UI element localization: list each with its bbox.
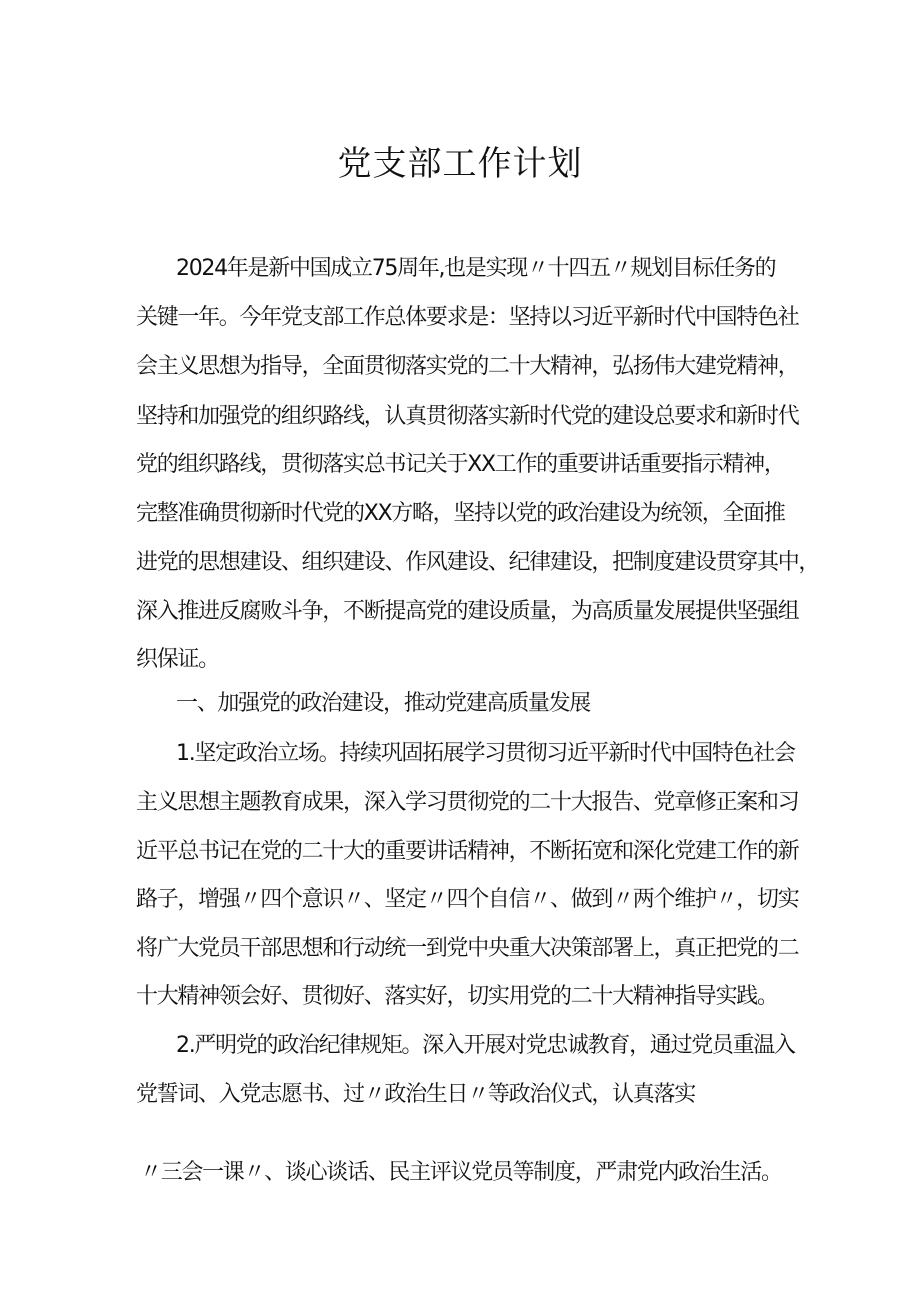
paragraph-line: 将广大党员干部思想和行动统一到党中央重大决策部署上，真正把党的二: [136, 936, 799, 961]
paragraph-line: 十大精神领会好、贯彻好、落实好，切实用党的二十大精神指导实践。: [136, 984, 778, 1009]
paragraph-line: 党誓词、入党志愿书、过〃政治生日〃等政治仪式，认真落实: [136, 1082, 695, 1107]
paragraph-line: 2.严明党的政治纪律规矩。深入开展对党忠诚教育，通过党员重温入: [176, 1033, 795, 1058]
paragraph-line: 近平总书记在党的二十大的重要讲话精神，不断拓宽和深化党建工作的新: [136, 839, 799, 864]
paragraph-line: 织保证。: [136, 647, 219, 672]
paragraph-line: 深入推进反腐败斗争，不断提高党的建设质量，为高质量发展提供坚强组: [136, 599, 799, 624]
paragraph-line: 党的组织路线，贯彻落实总书记关于XX工作的重要讲话重要指示精神，: [136, 452, 785, 477]
paragraph-line: 进党的思想建设、组织建设、作风建设、纪律建设，把制度建设贯穿其中，: [136, 550, 820, 575]
paragraph-line: 关键一年。今年党支部工作总体要求是：坚持以习近平新时代中国特色社: [136, 305, 799, 330]
paragraph-line: 1.坚定政治立场。持续巩固拓展学习贯彻习近平新时代中国特色社会: [176, 741, 795, 766]
paragraph-line: 主义思想主题教育成果，深入学习贯彻党的二十大报告、党章修正案和习: [136, 790, 799, 815]
paragraph-line: 完整准确贯彻新时代党的XX方略，坚持以党的政治建设为统领，全面推: [136, 501, 785, 526]
section-heading: 一、加强党的政治建设，推动党建高质量发展: [176, 691, 591, 716]
paragraph-line: 〃三会一课〃、谈心谈话、民主评议党员等制度，严肃党内政治生活。: [140, 1160, 782, 1185]
paragraph-line: 坚持和加强党的组织路线，认真贯彻落实新时代党的建设总要求和新时代: [136, 404, 799, 429]
document-title: 党支部工作计划: [337, 144, 583, 184]
paragraph-line: 路子，增强〃四个意识〃、坚定〃四个自信〃、做到〃两个维护〃，切实: [136, 887, 799, 912]
paragraph-line: 2024年是新中国成立75周年,也是实现〃十四五〃规划目标任务的: [176, 256, 776, 281]
paragraph-line: 会主义思想为指导，全面贯彻落实党的二十大精神，弘扬伟大建党精神，: [136, 354, 799, 379]
